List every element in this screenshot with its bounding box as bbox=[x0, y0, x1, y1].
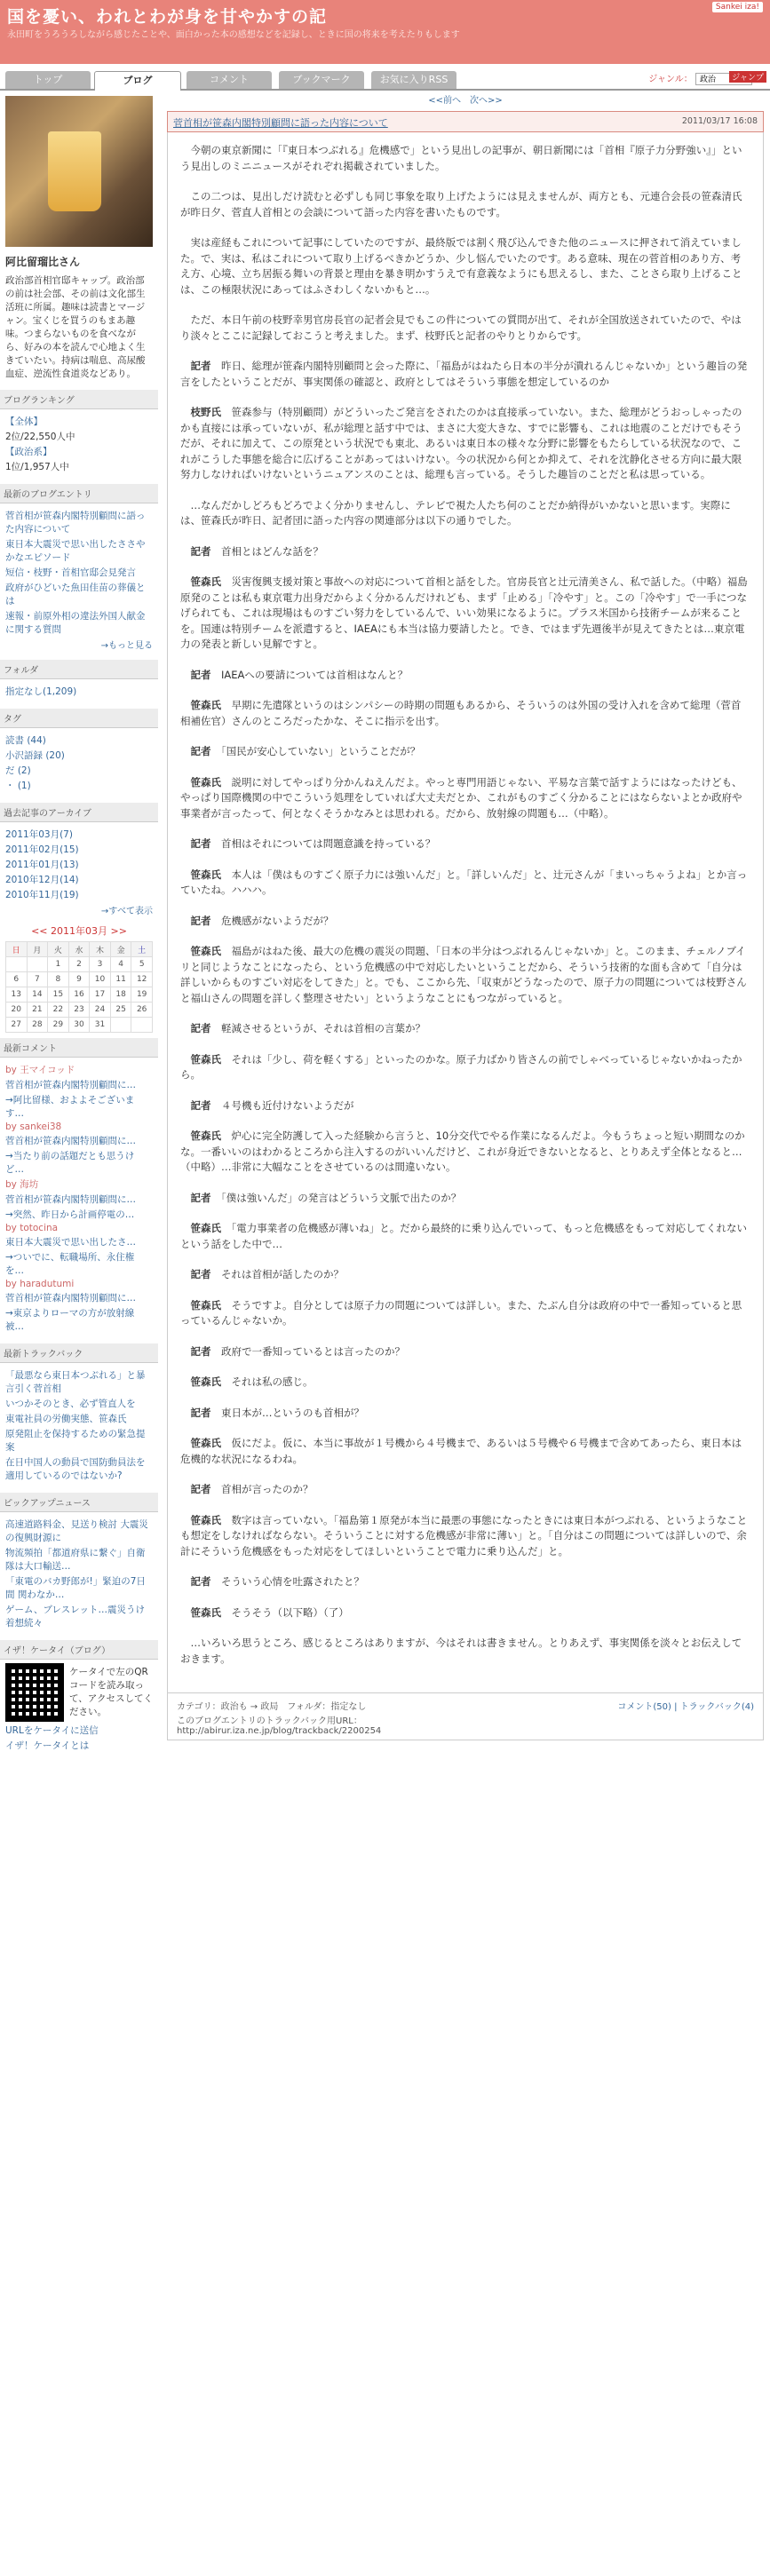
entry-paragraph bbox=[180, 498, 750, 529]
entry-paragraph bbox=[180, 1298, 750, 1329]
paragraph-text: …いろいろ思うところ、感じるところはありますが、今はそれは書きません。とりあえず、事実関係を淡々とお伝えしておきます。 bbox=[180, 1637, 742, 1665]
comment-excerpt[interactable]: →ついでに、転職場所、永住権を… bbox=[5, 1252, 135, 1276]
entry-paragraph bbox=[180, 575, 750, 653]
tab-comment[interactable]: コメント bbox=[187, 71, 272, 89]
comment-author[interactable]: by sankei38 bbox=[5, 1122, 62, 1132]
comment-author[interactable]: by totocina bbox=[5, 1223, 59, 1233]
speaker-label: 笹森氏 bbox=[190, 1129, 221, 1142]
cal-day: 20 bbox=[6, 1003, 28, 1018]
paragraph-text: …なんだかしどろもどろでよく分かりませんし、テレビで視た人たち何のことだか納得がいかないと思います。実際には、笹森氏が昨日、記者団に語った内容の関連部分は以下の通りでした。 bbox=[180, 498, 731, 527]
site-header bbox=[0, 0, 770, 64]
archive-item[interactable]: 2010年12月(14) bbox=[5, 875, 79, 885]
cal-day bbox=[131, 1018, 153, 1033]
paragraph-text: 早期に先遣隊というのはシンパシーの時期の問題もあるから、そういうのは外国の受け入れを含めて総理（菅首相補佐官）さんのところだったかな、そこに指示を出す。 bbox=[180, 699, 742, 727]
mobile-box bbox=[0, 1660, 158, 1757]
speaker-label: 笹森氏 bbox=[190, 1437, 221, 1449]
entry-paragraph bbox=[180, 1191, 750, 1207]
speaker-label: 笹森氏 bbox=[190, 1375, 221, 1388]
paragraph-text: 実は産経もこれについて記事にしていたのですが、最終版では割く飛び込んできた他のニュースに押されて消えていました。で、実は、私はこれについて取り上げるべきかどうか、少し悩んでいたのです。ある意味、現在の菅首相のあり方、考え方、心境、立ち居振る舞いの背景と理由を暴き明かすうえで有意義なようにも思えるし、また、ことさら取り上げることは、この極限状況にあってはふさわしくないかもと…。 bbox=[180, 236, 742, 296]
paragraph-text: そういう心情を吐露されたと？ bbox=[221, 1575, 364, 1588]
tag-item[interactable]: だ (2) bbox=[5, 765, 31, 776]
cal-day: 28 bbox=[27, 1018, 48, 1033]
entry-paragraph bbox=[180, 1098, 750, 1114]
folder-item[interactable]: 指定なし(1,209) bbox=[5, 686, 77, 697]
tab-bookmark[interactable]: ブックマーク bbox=[279, 71, 364, 89]
speaker-label: 笹森氏 bbox=[190, 1605, 221, 1619]
cal-day: 9 bbox=[68, 972, 90, 987]
blog-subtitle: 永田町をうろうろしながら感じたことや、面白かった本の感想などを記録し、ときに国の将来を考えたりもします bbox=[7, 30, 460, 40]
speaker-label: 笹森氏 bbox=[190, 1298, 221, 1312]
entry-paragraph bbox=[180, 1021, 750, 1037]
paragraph-text: 政府で一番知っているとは言ったのか？ bbox=[221, 1344, 405, 1358]
cal-head: 水 bbox=[68, 942, 90, 957]
entry-footer bbox=[167, 1693, 764, 1740]
genre-label: ジャンル： bbox=[648, 75, 693, 84]
comment-entry[interactable]: 菅首相が笹森内閣特別顧問に… bbox=[5, 1293, 136, 1304]
cal-day: 5 bbox=[131, 957, 153, 972]
entry-paragraph bbox=[180, 775, 750, 822]
cal-day: 31 bbox=[90, 1018, 111, 1033]
speaker-label: 記者 bbox=[190, 1483, 211, 1495]
mobile-send-link[interactable]: URLをケータイに送信 bbox=[5, 1725, 99, 1736]
cal-day: 2 bbox=[68, 957, 90, 972]
paragraph-text: 首相とはどんな話を？ bbox=[221, 544, 323, 558]
paragraph-text: 首相が言ったのか？ bbox=[221, 1483, 314, 1495]
cal-day bbox=[27, 957, 48, 972]
entry-paragraph bbox=[180, 1636, 750, 1667]
speaker-label: 笹森氏 bbox=[190, 775, 221, 789]
folder-title: フォルダ bbox=[0, 660, 158, 679]
tag-item[interactable]: ・ (1) bbox=[5, 781, 31, 791]
profile-description: 政治部首相官邸キャップ。政治部の前は社会部、その前は文化部生活班に所属。趣味は読書とマージャン。宝くじを買うのもまあ趣味。つまらないものを食べながら、好みの本を読んで心地よく生きていたい。持病は喘息、高尿酸血症、逆流性食道炎などあり。 bbox=[5, 275, 146, 379]
entry-paragraph bbox=[180, 189, 750, 220]
brand-logo[interactable]: Sankei iza! bbox=[712, 2, 763, 12]
archive-item[interactable]: 2011年02月(15) bbox=[5, 844, 79, 855]
paragraph-text: 昨日、総理が笹森内閣特別顧問と会った際に、「福島がはねたら日本の半分が潰れるんじゃないか」という趣旨の発言をしたということだが、事実関係の確認と、政府としてはそういう事態を想定しているのか bbox=[180, 360, 748, 388]
comment-entry[interactable]: 菅首相が笹森内閣特別顧問に… bbox=[5, 1194, 136, 1205]
entry-paragraph bbox=[180, 914, 750, 930]
cal-day: 14 bbox=[27, 987, 48, 1003]
ranking-total-value: 2位/22,550人中 bbox=[5, 432, 75, 442]
entry-paragraph bbox=[180, 235, 750, 297]
entry-paragraph bbox=[180, 1605, 750, 1621]
ranking-title: ブログランキング bbox=[0, 390, 158, 409]
folder-list bbox=[0, 679, 158, 703]
comments-title: 最新コメント bbox=[0, 1038, 158, 1058]
latest-entries-title: 最新のブログエントリ bbox=[0, 484, 158, 503]
speaker-label: 記者 bbox=[190, 837, 211, 850]
comment-excerpt[interactable]: →当たり前の話題だとも思うけど… bbox=[5, 1151, 135, 1175]
paragraph-text: それは私の感じ。 bbox=[231, 1375, 314, 1388]
cal-day: 24 bbox=[90, 1003, 111, 1018]
cal-day: 4 bbox=[110, 957, 131, 972]
comment-excerpt[interactable]: →東京よりローマの方が放射線被… bbox=[5, 1308, 135, 1332]
trackback-list bbox=[0, 1363, 158, 1487]
comment-excerpt[interactable]: →突然、昨日から計画停電の… bbox=[5, 1209, 135, 1220]
speaker-label: 枝野氏 bbox=[190, 406, 221, 418]
latest-entry[interactable]: 菅首相が笹森内閣特別顧問に語った内容について bbox=[5, 511, 146, 535]
cal-day: 29 bbox=[48, 1018, 69, 1033]
cal-head: 木 bbox=[90, 942, 111, 957]
archive-more-link[interactable]: →すべて表示 bbox=[100, 907, 153, 916]
paragraph-text: それは首相が話したのか？ bbox=[221, 1268, 344, 1280]
comment-entry[interactable]: 東日本大震災で思い出したさ… bbox=[5, 1237, 136, 1248]
speaker-label: 笹森氏 bbox=[190, 1222, 221, 1234]
latest-entries bbox=[0, 503, 158, 654]
paragraph-text: それは「少し、荷を軽くする」といったのかな。原子力ばかり皆さんの前でしゃべっているじゃないかねったから。 bbox=[180, 1052, 742, 1081]
entry-paragraph bbox=[180, 1221, 750, 1252]
trackback-count-link[interactable]: トラックバック(4) bbox=[679, 1702, 754, 1712]
paragraph-text: 数字は言っていない。「福島第１原発が本当に最悪の事態になったときには東日本がつぶれる、というようなことも想定をしなければならない。そういうことに対する危機感が非常に薄い」と。「自分はこの問題については詳しいので、余計にそういう危機感をもった対応をしてほしいということで電力に乗り込んだ」と。 bbox=[180, 1513, 748, 1557]
archive-item[interactable]: 2010年11月(19) bbox=[5, 890, 79, 900]
paragraph-text: 「僕は強いんだ」の発言はどういう文脈で出たのか？ bbox=[221, 1191, 462, 1204]
cal-head: 金 bbox=[110, 942, 131, 957]
mobile-title: イザ！ケータイ（ブログ） bbox=[0, 1640, 158, 1660]
archive-item[interactable]: 2011年01月(13) bbox=[5, 860, 79, 870]
ranking-politics-title[interactable]: 【政治系】 bbox=[5, 447, 52, 457]
cal-day: 22 bbox=[48, 1003, 69, 1018]
jump-button[interactable]: ジャンプ bbox=[729, 71, 766, 83]
paragraph-text: そうですよ。自分としては原子力の問題については詳しい。また、たぶん自分は政府の中で一番知っていると思っているんじゃないか。 bbox=[180, 1298, 742, 1327]
speaker-label: 笹森氏 bbox=[190, 1513, 221, 1526]
comment-author[interactable]: by 王マイコッド bbox=[5, 1065, 75, 1075]
cal-head: 月 bbox=[27, 942, 48, 957]
entry-paragraph bbox=[180, 1052, 750, 1083]
cal-head: 日 bbox=[6, 942, 28, 957]
latest-more-link[interactable]: →もっと見る bbox=[100, 641, 153, 651]
paragraph-text: 危機感がないようだが？ bbox=[221, 914, 334, 927]
paragraph-text: 「国民が安心していない」ということだが？ bbox=[221, 745, 421, 757]
paragraph-text: 炉心に完全防護して入った経験から言うと、10分交代でやる作業になるんだよ。今もうちょっと短い期間なのかな。一番いいのはわかるところから注入するのがいいんだけど、これが身近できないとなると、とりあえず全体となると…（中略）…非常に大幅なことをさせているのは間違いない。 bbox=[180, 1129, 745, 1173]
cal-day: 15 bbox=[48, 987, 69, 1003]
comment-count-link[interactable]: コメント(50) bbox=[617, 1702, 671, 1712]
entry-paragraph bbox=[180, 698, 750, 729]
pickup-item[interactable]: 物流頻拍「都道府県に繋ぐ」自衛隊は大口輸送… bbox=[5, 1548, 146, 1572]
speaker-label: 記者 bbox=[190, 1098, 211, 1112]
entry-paragraph bbox=[180, 1574, 750, 1590]
paragraph-text: 首相はそれについては問題意識を持っている？ bbox=[221, 837, 436, 850]
paragraph-text: ただ、本日午前の枝野幸男官房長官の記者会見でもこの件についての質問が出て、それが全国放送されていたので、やはり淡々とここに記録しておこうと考えました。まず、枝野氏と記者のやりとりからです。 bbox=[180, 313, 742, 342]
paragraph-text: 東日本が…というのも首相が？ bbox=[221, 1406, 364, 1419]
tag-title: タグ bbox=[0, 709, 158, 728]
cal-day: 1 bbox=[48, 957, 69, 972]
cal-day bbox=[110, 1018, 131, 1033]
paragraph-text: 今朝の東京新聞に「『東日本つぶれる』危機感で」という見出しの記事が、朝日新聞には「首相『原子力分野強い』」という見出しのミニニュースがそれぞれ掲載されていました。 bbox=[180, 144, 742, 172]
paragraph-text: 災害復興支援対策と事故への対応について首相と話をした。官房長官と辻元清美さん、私で話した。（中略）福島原発のことは私も東京電力出身だからよく分かるんだけれども、まず「止める」「冷やす」と。この「冷やす」で一手につなげられても、これは現場はものすごい努力をしているんで、いい効果になるように。プラス米国から技術チームが来ることを。国連は特別チームを派遣すると、IAEAにも本当は協力要請したと。でき、ではまず先週後半が見えてきたとは…東京電力の発表と新しい見解ですと。 bbox=[180, 575, 748, 650]
tab-blog[interactable]: ブログ bbox=[94, 71, 181, 91]
latest-entry[interactable]: 速報・前原外相の違法外国人献金に関する質問 bbox=[5, 611, 146, 635]
entry-pager[interactable]: <<前へ 次へ>> bbox=[428, 96, 503, 106]
entry-paragraph bbox=[180, 359, 750, 390]
speaker-label: 笹森氏 bbox=[190, 945, 221, 957]
comment-entry[interactable]: 菅首相が笹森内閣特別顧問に… bbox=[5, 1136, 136, 1146]
cal-day bbox=[6, 957, 28, 972]
comment-list bbox=[0, 1058, 158, 1338]
speaker-label: 笹森氏 bbox=[190, 1052, 221, 1066]
pickup-item[interactable]: 高速道路料金、見送り検討 大震災の復興財源に bbox=[5, 1519, 148, 1543]
trackback-item[interactable]: 東電社員の労働実態、笹森氏 bbox=[5, 1414, 127, 1424]
mobile-about-link[interactable]: イザ！ケータイとは bbox=[5, 1740, 90, 1751]
pickup-item[interactable]: 「東電のバカ野郎が!」緊迫の7日間 関わなか… bbox=[5, 1576, 146, 1600]
speaker-label: 記者 bbox=[190, 544, 211, 558]
speaker-label: 記者 bbox=[190, 1406, 211, 1419]
entry-header bbox=[167, 111, 764, 132]
tab-rss[interactable]: お気に入りRSS bbox=[371, 71, 456, 89]
speaker-label: 記者 bbox=[190, 1191, 211, 1204]
entry-paragraph bbox=[180, 405, 750, 483]
entry-paragraph bbox=[180, 1482, 750, 1498]
cal-day: 11 bbox=[110, 972, 131, 987]
entry-paragraph bbox=[180, 313, 750, 344]
trackback-url-box bbox=[177, 1713, 381, 1736]
cal-day: 3 bbox=[90, 957, 111, 972]
archive-list bbox=[0, 822, 158, 920]
latest-entry[interactable]: 短信・枝野・首相官邸会見発言 bbox=[5, 567, 136, 578]
paragraph-text: 説明に対してやっぱり分かんねえんだよ。やっと専門用語じゃない、平易な言葉で話すようにはなったけども、やっぱり国際機関の中でこういう処理をしていれば大丈夫だとか、これがものすごく分かることにはならないよとか政府や事業者が言ったって、何となくそうかなみとは思われる。だから、放射線の問題も…（中略）。 bbox=[180, 775, 742, 820]
entry-paragraph bbox=[180, 1513, 750, 1560]
sidebar bbox=[0, 91, 158, 1757]
latest-entry[interactable]: 東日本大震災で思い出したささやかなエピソード bbox=[5, 539, 146, 563]
tab-top[interactable]: トップ bbox=[5, 71, 91, 89]
entry-paragraph bbox=[180, 868, 750, 899]
cal-day: 30 bbox=[68, 1018, 90, 1033]
speaker-label: 記者 bbox=[190, 1268, 211, 1280]
entry-body bbox=[167, 132, 764, 1693]
paragraph-text: 軽減させるというが、それは首相の言葉か？ bbox=[221, 1022, 425, 1034]
latest-entry[interactable]: 政府がひどいた魚田佳苗の葬儀とは bbox=[5, 583, 146, 606]
archive-title: 過去記事のアーカイブ bbox=[0, 803, 158, 822]
profile-photo bbox=[5, 96, 153, 247]
entry-counts: コメント(50) | トラックバック(4) bbox=[617, 1702, 754, 1712]
speaker-label: 記者 bbox=[190, 1344, 211, 1358]
cal-day: 18 bbox=[110, 987, 131, 1003]
cal-day: 8 bbox=[48, 972, 69, 987]
cal-day: 13 bbox=[6, 987, 28, 1003]
entry-paragraph bbox=[180, 1436, 750, 1467]
paragraph-text: IAEAへの要請については首相はなんと？ bbox=[221, 668, 409, 681]
entry-paragraph bbox=[180, 744, 750, 760]
cal-head: 火 bbox=[48, 942, 69, 957]
cal-head: 土 bbox=[131, 942, 153, 957]
trackback-url-label: このブログエントリのトラックバック用URL： bbox=[177, 1716, 362, 1726]
cal-day: 10 bbox=[90, 972, 111, 987]
speaker-label: 笹森氏 bbox=[190, 868, 221, 881]
comment-author[interactable]: by haradutumi bbox=[5, 1279, 75, 1289]
entry-paragraph bbox=[180, 944, 750, 1006]
speaker-label: 笹森氏 bbox=[190, 575, 221, 588]
speaker-label: 記者 bbox=[190, 745, 211, 757]
paragraph-text: この二つは、見出しだけ読むと必ずしも同じ事象を取り上げたようには見えませんが、両方とも、元連合会長の笹森清氏が昨日夕、菅直人首相との会談について語った内容を書いたものです。 bbox=[180, 190, 742, 218]
pickup-item[interactable]: ゲーム、ブレスレット…震災うけ着想続々 bbox=[5, 1605, 145, 1629]
tag-list bbox=[0, 728, 158, 797]
entry-paragraph bbox=[180, 1406, 750, 1422]
paragraph-text: 笹森参与（特別顧問）がどういったご発言をされたのかは直接承っていない。また、総理がどうおっしゃったのかも直接には承っていないが、私が総理と話す中では、まさに大変大きな、すでに影響も、これは地震のことだけでもそうだが、それに加えて、この原発という状況でも東北、あるいは東日本の様々な分野に影響をもたらしている状況なので、これがこうした事態を総合に広げることがあってはいけない。今の状況から何とか抑えて、それを沈静化させる方向に最大限努力しなければいけないというニュアンスのことは、総理も言っている。そうした趣旨のことだと私は思っている。 bbox=[180, 406, 742, 480]
speaker-label: 記者 bbox=[190, 668, 211, 681]
speaker-label: 記者 bbox=[190, 914, 211, 927]
entry-paragraph bbox=[180, 1129, 750, 1176]
trackback-item[interactable]: 「最悪なら東日本つぶれる」と暴言引く菅首相 bbox=[5, 1370, 146, 1394]
entry-paragraph bbox=[180, 1344, 750, 1360]
mobile-text: ケータイで左のQRコードを読み取って、アクセスしてください。 bbox=[69, 1667, 153, 1717]
paragraph-text: 福島がはねた後、最大の危機の震災の問題、「日本の半分はつぶれるんじゃないか」と。このまま、チェルノブイリと同じようなことになったら、という危機感の中で対応したいということだから、そういう技術的な面も含めて「自分は詳しいからものすごい対応をしてきた」と。でも、ここから先、「収束がどうなったので、原子力の問題については枝野さんと福山さんの問題を詳しく整理させたい」というようなことにもつながっていると。 bbox=[180, 945, 747, 1004]
cal-day: 16 bbox=[68, 987, 90, 1003]
entry-paragraph bbox=[180, 668, 750, 684]
cal-day: 19 bbox=[131, 987, 153, 1003]
top-nav bbox=[0, 64, 770, 91]
main-content bbox=[167, 91, 764, 1740]
speaker-label: 記者 bbox=[190, 1022, 211, 1034]
ranking-politics-value: 1位/1,957人中 bbox=[5, 462, 69, 472]
entry-paragraph bbox=[180, 836, 750, 852]
entry-title[interactable]: 菅首相が笹森内閣特別顧問に語った内容について bbox=[173, 117, 388, 129]
calendar-nav[interactable]: << 2011年03月 >> bbox=[31, 925, 127, 937]
comment-author[interactable]: by 海坊 bbox=[5, 1179, 39, 1190]
entry-paragraph bbox=[180, 1375, 750, 1391]
calendar bbox=[5, 941, 153, 1033]
speaker-label: 記者 bbox=[190, 1575, 211, 1588]
cal-day: 6 bbox=[6, 972, 28, 987]
speaker-label: 記者 bbox=[190, 360, 211, 372]
ranking-total-title[interactable]: 【全体】 bbox=[5, 416, 43, 427]
comment-entry[interactable]: 菅首相が笹森内閣特別顧問に… bbox=[5, 1080, 136, 1090]
pickup-list bbox=[0, 1512, 158, 1635]
trackback-item[interactable]: 在日中国人の動員で国防動員法を適用しているのではないか? bbox=[5, 1457, 146, 1481]
paragraph-text: 仮にだよ。仮に、本当に事故が１号機から４号機まで、あるいは５号機や６号機まで含めてあったら、東日本は危機的な状況になるわね。 bbox=[180, 1437, 742, 1465]
entry-paragraph bbox=[180, 143, 750, 174]
entry-paragraph bbox=[180, 1267, 750, 1283]
archive-item[interactable]: 2011年03月(7) bbox=[5, 829, 73, 840]
entry-paragraph bbox=[180, 544, 750, 560]
entry-category[interactable]: カテゴリ：政治も → 政局 フォルダ：指定なし bbox=[177, 1702, 367, 1712]
profile-name[interactable]: 阿比留瑠比さん bbox=[5, 256, 81, 268]
paragraph-text: 本人は「僕はものすごく原子力には強いんだ」と。「詳しいんだ」と、辻元さんが「まいっちゃうよね」とか言っていたね。ハハハ。 bbox=[180, 868, 748, 896]
trackback-item[interactable]: いつかそのとき、必ず管直人を bbox=[5, 1399, 136, 1409]
pickup-title: ピックアップニュース bbox=[0, 1493, 158, 1512]
cal-day: 23 bbox=[68, 1003, 90, 1018]
cal-day: 12 bbox=[131, 972, 153, 987]
paragraph-text: そうそう（以下略）（了） bbox=[231, 1605, 349, 1619]
cal-day: 26 bbox=[131, 1003, 153, 1018]
cal-day: 17 bbox=[90, 987, 111, 1003]
cal-day: 21 bbox=[27, 1003, 48, 1018]
trackback-title: 最新トラックバック bbox=[0, 1343, 158, 1363]
trackback-item[interactable]: 原発阻止を保持するための緊急提案 bbox=[5, 1429, 146, 1453]
tag-item[interactable]: 読書 (44) bbox=[5, 735, 46, 746]
cal-day: 25 bbox=[110, 1003, 131, 1018]
qr-code-icon bbox=[5, 1663, 64, 1722]
paragraph-text: ４号機も近付けないようだが bbox=[221, 1098, 354, 1112]
entry-date: 2011/03/17 16:08 bbox=[681, 116, 758, 126]
ranking-box bbox=[0, 409, 158, 479]
cal-day: 7 bbox=[27, 972, 48, 987]
paragraph-text: 「電力事業者の危機感が薄いね」と。だから最終的に乗り込んでいって、もっと危機感をもって対応してくれないという話をした中で… bbox=[180, 1222, 748, 1250]
blog-title[interactable]: 国を憂い、われとわが身を甘やかすの記 bbox=[7, 7, 328, 27]
comment-excerpt[interactable]: →阿比留様、およよそございます… bbox=[5, 1095, 135, 1119]
speaker-label: 笹森氏 bbox=[190, 699, 221, 711]
trackback-url[interactable]: http://abirur.iza.ne.jp/blog/trackback/2200254 bbox=[177, 1726, 382, 1736]
cal-day: 27 bbox=[6, 1018, 28, 1033]
tag-item[interactable]: 小沢語録 (20) bbox=[5, 750, 65, 761]
